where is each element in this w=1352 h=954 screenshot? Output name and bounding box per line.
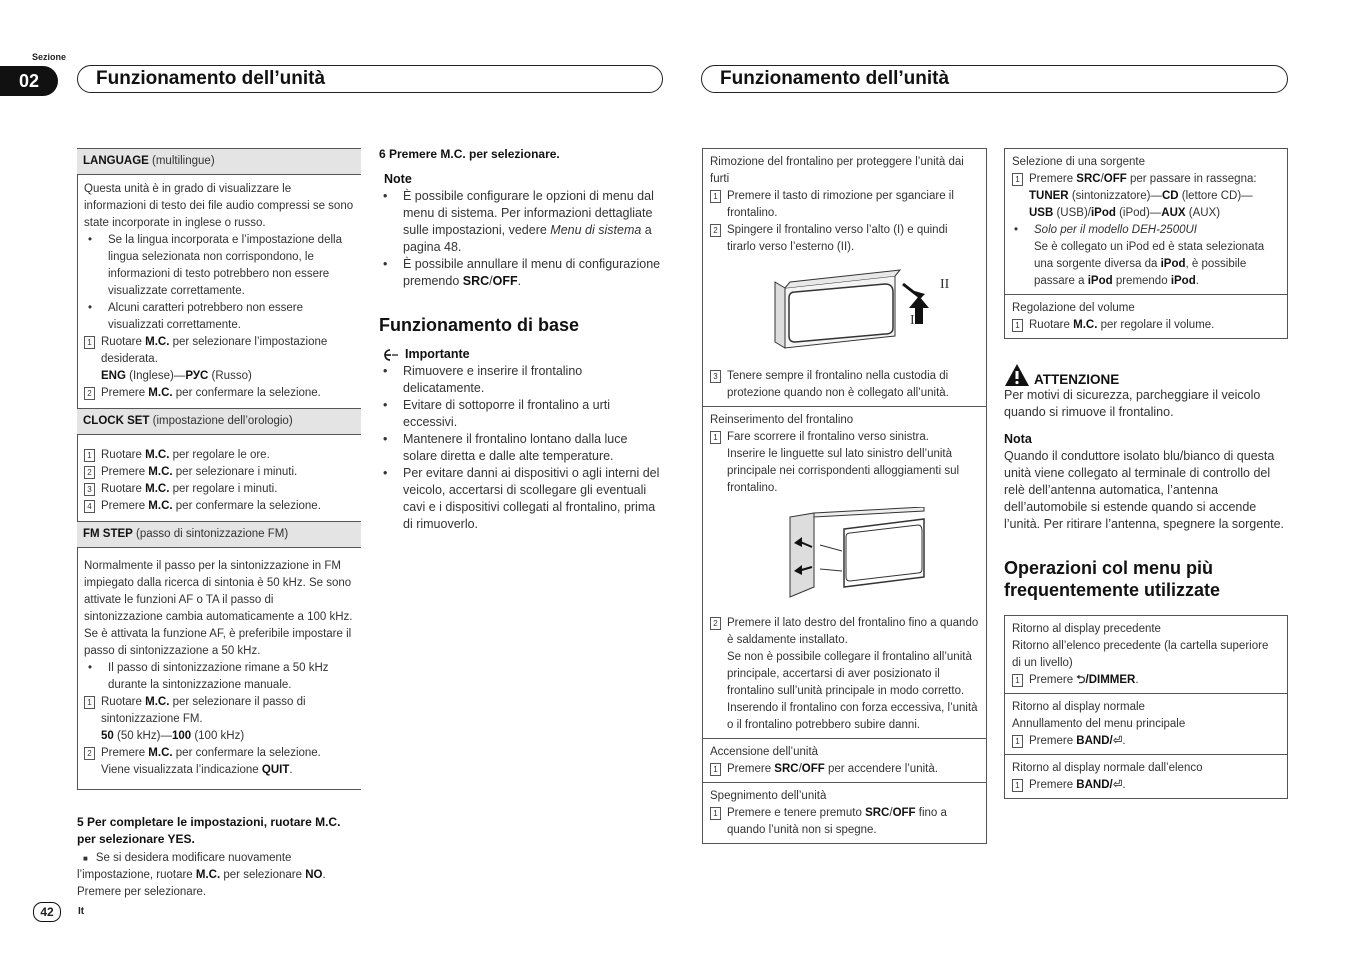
figure-label-ii: II <box>940 277 950 292</box>
remove-panel-figure <box>710 256 979 368</box>
step: 2 Premere M.C. per selezionare i minuti. <box>84 464 355 481</box>
power-on-title: Accensione dell’unità <box>710 746 819 758</box>
step: 1 Premere ⮌/DIMMER. <box>1012 672 1280 689</box>
settings-column <box>77 148 361 901</box>
front-panel-removal-illustration <box>765 262 965 362</box>
step: 1 Premere SRC/OFF per passare in rassegna: TUNER (sintonizzatore)—CD (lettore CD)— USB (USB)/iPod (iPod)—AUX (AUX) <box>1012 171 1280 222</box>
language-code: It <box>78 906 85 917</box>
normal-display-from-list-section <box>1005 755 1287 798</box>
step: 1 Ruotare M.C. per regolare le ore. <box>84 447 355 464</box>
op-title: Ritorno all’elenco precedente (la cartella superiore di un livello) <box>1012 640 1269 669</box>
step6-title: 6 Premere M.C. per selezionare. <box>379 147 560 161</box>
step: 1 Ruotare M.C. per regolare il volume. <box>1012 317 1280 334</box>
note-title: Nota <box>1004 432 1032 446</box>
page-number: 42 <box>33 902 61 922</box>
step: 1 Premere il tasto di rimozione per sganciare il frontalino. <box>710 188 979 222</box>
basic-operation-heading: Funzionamento di base <box>379 315 580 335</box>
back-icon: ⮌ <box>1076 674 1086 686</box>
bullet: • Alcuni caratteri potrebbero non essere visualizzati correttamente. <box>88 302 303 331</box>
language-setting-body <box>77 175 361 408</box>
step: 1 Premere SRC/OFF per accendere l’unità. <box>710 761 979 778</box>
right-page-title: Funzionamento dell’unità <box>701 65 1288 93</box>
important-item: • Rimuovere e inserire il frontalino delicatamente. <box>383 364 583 395</box>
left-page-title: Funzionamento dell’unità <box>77 65 663 93</box>
step: 2 Premere M.C. per confermare la selezione. <box>84 385 355 402</box>
warning-icon <box>1004 363 1030 387</box>
bullet: • Se la lingua incorporata e l’impostazione della lingua selezionata non corrispondono, le informazioni di testo potrebbero non essere visualizzate correttamente. <box>88 234 342 297</box>
step5-title: 5 Per completare le impostazioni, ruotare M.C. per selezionare YES. <box>77 815 341 846</box>
clock-setting-header: CLOCK SET (impostazione dell’orologio) <box>77 408 361 435</box>
fmstep-setting-header: FM STEP (passo di sintonizzazione FM) <box>77 521 361 548</box>
note-item: • È possibile configurare le opzioni di menu dal menu di sistema. Per informazioni dettagliate sulle impostazioni, vedere Menu di sistema a pagina 48. <box>383 189 654 254</box>
step: 3 Tenere sempre il frontalino nella custodia di protezione quando non è collegato all’unità. <box>710 368 979 402</box>
important-item: • Mantenere il frontalino lontano dalla luce solare diretta e dalle alte temperature. <box>383 432 628 463</box>
clock-setting-body <box>77 435 361 521</box>
remove-panel-section <box>703 149 986 407</box>
back-previous-section <box>1005 616 1287 694</box>
insert-panel-section <box>703 407 986 739</box>
insert-panel-title: Reinserimento del frontalino <box>710 414 854 426</box>
bullet: • Solo per il modello DEH-2500UI Se è collegato un iPod ed è stata selezionata una sorgente diversa da iPod, è possibile passare a iPod premendo iPod. <box>1014 224 1265 287</box>
step: 2 Premere il lato destro del frontalino fino a quando è saldamente installato. Se non è possibile collegare il frontalino all’unità principale, accertarsi di aver posizionato il frontalino sull’unità principale in modo corretto. Inserendo il frontalino con forza eccessiva, l’unità o il frontalino potrebbero subire danni. <box>710 615 979 734</box>
note-item: • È possibile annullare il menu di configurazione premendo SRC/OFF. <box>383 257 661 288</box>
important-icon <box>379 348 401 362</box>
step: 1 Premere e tenere premuto SRC/OFF fino a quando l’unità non si spegne. <box>710 805 979 839</box>
figure-label-i: I <box>910 313 915 328</box>
step5-note: ■ Se si desidera modificare nuovamente l’impostazione, ruotare M.C. per selezionare NO. Premere per selezionare. <box>77 852 326 898</box>
step: 1 Premere BAND/⏎. <box>1012 733 1280 750</box>
note-text: Quando il conduttore isolato blu/bianco di questa unità viene collegato al terminale di controllo del relè dell’antenna automatica, l’antenna dell’automobile si estende quando si accende l’unità. Per ritirare l’antenna, spegnere la sorgente. <box>1004 449 1285 531</box>
step: 2 Premere M.C. per confermare la selezione. Viene visualizzata l’indicazione QUIT. <box>84 745 355 783</box>
step: 2 Spingere il frontalino verso l’alto (I) e quindi tirarlo verso l’esterno (II). <box>710 222 979 256</box>
escape-icon: ⏎ <box>1112 735 1123 747</box>
step: 3 Ruotare M.C. per regolare i minuti. <box>84 481 355 498</box>
op-title: Ritorno al display precedente <box>1012 623 1161 635</box>
fmstep-setting-body <box>77 548 361 790</box>
op-title: Annullamento del menu principale <box>1012 718 1186 730</box>
power-on-section <box>703 739 986 783</box>
power-off-section <box>703 783 986 843</box>
step: 1 Premere BAND/⏎. <box>1012 777 1280 794</box>
insert-panel-figure <box>710 497 979 615</box>
step: 1 Ruotare M.C. per selezionare il passo di sintonizzazione FM. 50 (50 kHz)—100 (100 kHz) <box>84 694 355 745</box>
op-title: Ritorno al display normale <box>1012 701 1145 713</box>
basic-operation-column <box>379 146 663 533</box>
important-item: • Evitare di sottoporre il frontalino a urti eccessivi. <box>383 398 611 429</box>
important-item: • Per evitare danni ai dispositivi o agli interni del veicolo, accertarsi di scollegare gli eventuali cavi e i dispositivi collegati al frontalino, prima di rimuoverlo. <box>383 466 660 531</box>
op-title: Ritorno al display normale dall’elenco <box>1012 762 1203 774</box>
step: 1 Fare scorrere il frontalino verso sinistra. Inserire le linguette sul lato sinistro dell’unità principale nei corrispondenti alloggiamenti sul frontalino. <box>710 429 979 497</box>
volume-section <box>1005 295 1287 338</box>
normal-display-section <box>1005 694 1287 755</box>
notes-title: Note <box>384 172 412 186</box>
menu-operations-heading: Operazioni col menu più frequentemente utilizzate <box>1004 558 1221 600</box>
fmstep-paragraph: Normalmente il passo per la sintonizzazione in FM impiegato dalla ricerca di sintonia è 50 kHz. Se sono attivate le funzioni AF o TA il passo di sintonizzazione cambia automaticamente a 100 kHz. Se è attivata la funzione AF, è preferibile impostare il passo di sintonizzazione a 50 kHz. <box>84 560 353 657</box>
source-volume-box <box>1004 148 1288 339</box>
menu-operations-box <box>1004 615 1288 799</box>
caution-title: ATTENZIONE <box>1004 363 1288 387</box>
front-panel-insertion-illustration <box>784 507 934 603</box>
volume-title: Regolazione del volume <box>1012 302 1135 314</box>
language-setting-header: LANGUAGE (multilingue) <box>77 148 361 175</box>
section-number: 02 <box>0 66 58 96</box>
section-label: Sezione <box>32 52 67 62</box>
caution-text: Per motivi di sicurezza, parcheggiare il veicolo quando si rimuove il frontalino. <box>1004 388 1261 419</box>
front-panel-box <box>702 148 987 844</box>
source-volume-column <box>1004 148 1288 799</box>
language-paragraph: Questa unità è in grado di visualizzare le informazioni di testo dei file audio compressi se sono state incorporate in inglese o russo. <box>84 183 354 229</box>
escape-icon: ⏎ <box>1112 779 1123 791</box>
step: 1 Ruotare M.C. per selezionare l’impostazione desiderata. ENG (Inglese)—РУС (Russo) <box>84 334 355 385</box>
bullet: • Il passo di sintonizzazione rimane a 50 kHz durante la sintonizzazione manuale. <box>88 662 329 691</box>
step: 4 Premere M.C. per confermare la selezione. <box>84 498 355 515</box>
important-title: Importante <box>379 346 663 363</box>
remove-panel-title: Rimozione del frontalino per proteggere l’unità dai furti <box>710 156 964 185</box>
source-select-title: Selezione di una sorgente <box>1012 156 1145 168</box>
power-off-title: Spegnimento dell’unità <box>710 790 827 802</box>
source-select-section <box>1005 149 1287 295</box>
